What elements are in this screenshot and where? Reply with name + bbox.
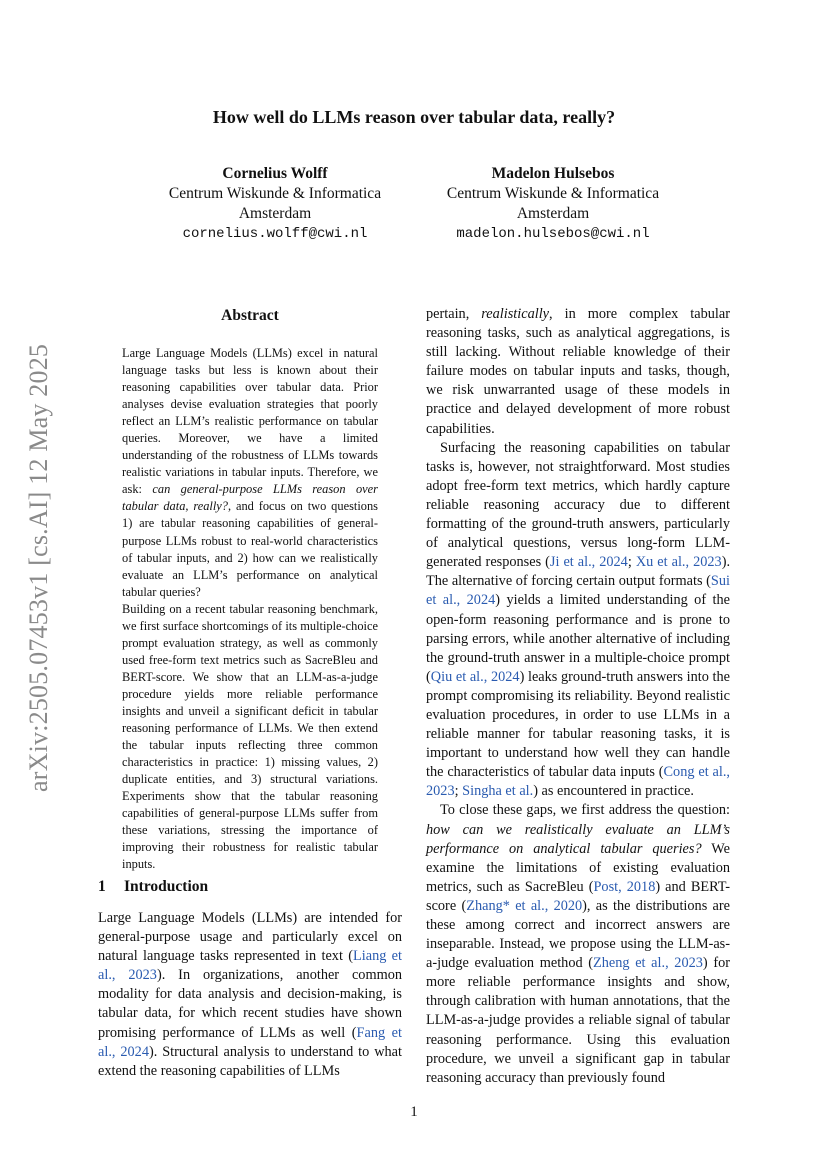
author-email[interactable]: madelon.hulsebos@cwi.nl — [456, 226, 650, 242]
text: ). Structural analysis to understand to what extend the reasoning capabilities of LLMs — [98, 1043, 403, 1079]
text: ; — [454, 783, 463, 800]
text: ). In organizations, another common modality for data analysis and decision-making, is tabular data, for which recent studies have shown promising performance of LLMs as well ( — [98, 967, 402, 1041]
abstract-body — [122, 345, 378, 873]
research-question: can general-purpose LLMs reason over tabular data, really? — [122, 482, 378, 514]
research-question: how can we realistically evaluate an LLM’s performance on analytical tabular queries? — [426, 821, 730, 857]
text: Large Language Models (LLMs) are intended for general-purpose usage and particularly excel on natural language tasks represented in text ( — [98, 910, 402, 965]
paragraph-evaluation — [426, 439, 730, 802]
text: ), as the distributions are these among correct and incorrect answers are inseparable. Instead, we propose using the LLM-as-a-judge evaluation method ( — [426, 897, 731, 972]
author-block-2 — [403, 164, 703, 244]
section-heading-introduction — [98, 877, 398, 897]
author-email[interactable]: cornelius.wolff@cwi.nl — [182, 226, 368, 242]
right-column-body — [426, 305, 730, 1088]
citation-link[interactable]: Xu et al., 2023 — [635, 554, 722, 571]
intro-paragraph — [98, 909, 402, 1081]
emphasis: realistically — [481, 306, 550, 322]
citation-link[interactable]: Cong et al., 2023 — [426, 764, 730, 800]
author-name: Cornelius Wolff — [222, 165, 328, 182]
text: ) yields a limited understanding of the open-form reasoning performance and is prone to parsing errors, while another alternative of including the ground-truth answer in a multiple-choice prompt ( — [426, 592, 730, 685]
author-city: Amsterdam — [238, 205, 312, 222]
introduction-body — [98, 909, 402, 1081]
text: Large Language Models (LLMs) excel in natural language tasks but less is known about their reasoning capabilities over tabular data. Prior analyses devise evaluation strategies that poorly reflect an LLM’s realistic performance on tabular queries. Moreover, we have a limited understanding of the robustness of LLMs towards realistic variations in tabular inputs. Therefore, we ask: — [122, 346, 378, 497]
citation-link[interactable]: Zhang* et al., 2020 — [466, 897, 583, 914]
citation-link[interactable]: Ji et al., 2024 — [549, 554, 628, 571]
text: ) as encountered in practice. — [533, 783, 694, 800]
author-affiliation: Centrum Wiskunde & Informatica — [168, 185, 382, 202]
abstract-heading: Abstract — [221, 307, 279, 324]
citation-link[interactable]: Singha et al. — [462, 783, 534, 800]
text: ; — [627, 554, 636, 571]
arxiv-identifier: arXiv:2505.07453v1 [cs.AI] 12 May 2025 — [24, 343, 53, 792]
author-affiliation: Centrum Wiskunde & Informatica — [446, 185, 660, 202]
paragraph-contributions — [426, 801, 730, 1087]
text: ) for more reliable performance insights and show, through calibration with human annotations, that the LLM-as-a-judge provides a reliable signal of tabular reasoning performance. Using this evaluation procedure, we unveil a significant gap in tabular reasoning accuracy than previously found — [426, 955, 730, 1086]
page-number: 1 — [410, 1104, 418, 1120]
section-title: Introduction — [124, 878, 209, 895]
citation-link[interactable]: Fang et al., 2024 — [98, 1024, 402, 1060]
citation-link[interactable]: Liang et al., 2023 — [98, 948, 402, 984]
text: ) leaks ground-truth answers into the prompt compromising its reliability. Beyond realistic evaluation procedures, in order to use LLMs in a reliable manner for tabular reasoning tasks, it is important to understand how well they can handle the characteristics of tabular data inputs ( — [426, 668, 730, 781]
citation-link[interactable]: Post, 2018 — [593, 878, 656, 895]
paragraph-continued — [426, 305, 730, 439]
abstract-paragraph-1 — [122, 345, 378, 601]
text: , in more complex tabular reasoning tasks, such as analytical aggregations, is still lacking. Without reliable knowledge of their failure modes on tabular inputs and tasks, though, we risk unwarranted usage of these models in practice and delayed development of more robust capabilities. — [426, 306, 730, 437]
citation-link[interactable]: Sui et al., 2024 — [426, 573, 730, 609]
author-block-1 — [125, 164, 425, 244]
text: ) and BERT-score ( — [426, 878, 730, 914]
author-name: Madelon Hulsebos — [491, 165, 615, 182]
text: , and focus on two questions 1) are tabular reasoning capabilities of general-purpose LLMs robust to real-world characteristics of tabular inputs, and 2) how can we realistically evaluate an LLM’s performance on analytical tabular queries? — [122, 499, 378, 599]
citation-link[interactable]: Zheng et al., 2023 — [593, 955, 703, 972]
text: Surfacing the reasoning capabilities on tabular tasks is, however, not straightforward. Most studies adopt free-form text metrics, which hardly capture reliable reasoning accuracy due to different formatting of the ground-truth answers, particularly of analytical questions, versus long-form LLM-generated responses ( — [426, 439, 730, 571]
text: We examine the limitations of existing evaluation metrics, such as SacreBleu ( — [426, 840, 730, 895]
author-city: Amsterdam — [516, 205, 590, 222]
paper-title: How well do LLMs reason over tabular data, really? — [212, 107, 616, 127]
section-number: 1 — [98, 878, 106, 895]
text: ). The alternative of forcing certain output formats ( — [426, 554, 731, 590]
abstract-paragraph-2: Building on a recent tabular reasoning benchmark, we first surface shortcomings of its multiple-choice prompt evaluation strategy, as well as commonly used free-form text metrics such as SacreBleu and BERT-score. We show that an LLM-as-a-judge procedure yields more reliable performance insights and unveil a significant deficit in tabular reasoning performance of LLMs. We then extend the tabular inputs reflecting three common characteristics in practice: 1) missing values, 2) duplicate entities, and 3) structural variations. Experiments show that the tabular reasoning capabilities of general-purpose LLMs suffer from these variations, stressing the importance of improving their robustness for realistic tabular inputs. — [122, 601, 378, 872]
text: To close these gaps, we first address the question: — [440, 802, 730, 819]
citation-link[interactable]: Qiu et al., 2024 — [430, 668, 520, 685]
text: pertain, — [426, 306, 482, 322]
